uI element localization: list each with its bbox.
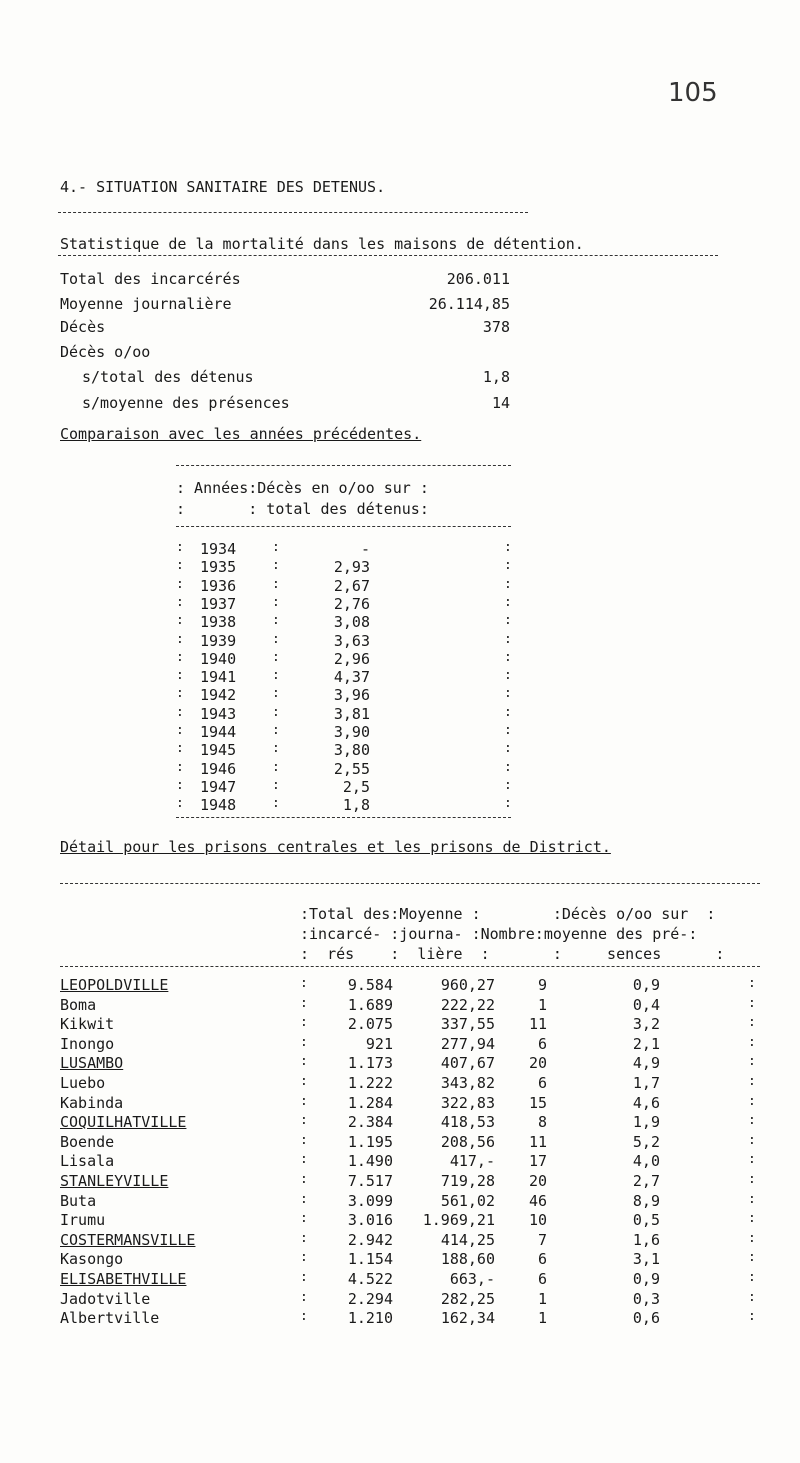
moyenne-cell: 414,25 [440, 1231, 495, 1249]
total-cell: 1.284 [347, 1094, 393, 1112]
year-cell: 1940 [200, 650, 237, 668]
column-separator: : [748, 1113, 756, 1128]
total-cell: 2.942 [347, 1231, 393, 1249]
summary-value: 14 [491, 394, 510, 412]
column-separator: : [272, 760, 280, 775]
column-separator: : [272, 668, 280, 683]
column-separator: : [300, 1094, 308, 1109]
prison-name: Inongo [60, 1035, 115, 1053]
deces-cell: 0,5 [632, 1211, 660, 1229]
summary-label: Décès o/oo [60, 343, 151, 361]
column-separator: : [748, 1172, 756, 1187]
nombre-cell: 46 [528, 1192, 547, 1210]
column-separator: : [272, 741, 280, 756]
year-cell: 1934 [200, 540, 237, 558]
prison-name: Jadotville [60, 1290, 151, 1308]
detail-header-line1: :Total des:Moyenne : :Décès o/oo sur : [300, 905, 716, 923]
year-cell: 1942 [200, 686, 237, 704]
prison-name: Kasongo [60, 1250, 124, 1268]
deces-cell: 4,0 [632, 1152, 660, 1170]
year-cell: 1937 [200, 595, 237, 613]
deces-cell: 3,2 [632, 1015, 660, 1033]
total-cell: 2.294 [347, 1290, 393, 1308]
moyenne-cell: 663,- [449, 1270, 495, 1288]
column-separator: : [272, 558, 280, 573]
total-cell: 3.016 [347, 1211, 393, 1229]
deces-cell: 3,96 [333, 686, 370, 704]
deces-cell: 0,6 [632, 1309, 660, 1327]
nombre-cell: 20 [528, 1054, 547, 1072]
moyenne-cell: 322,83 [440, 1094, 495, 1112]
divider [58, 255, 718, 256]
column-separator: : [272, 723, 280, 738]
summary-label: s/total des détenus [82, 368, 254, 386]
prison-name: COQUILHATVILLE [60, 1113, 187, 1131]
total-cell: 2.075 [347, 1015, 393, 1033]
prison-name: Kabinda [60, 1094, 124, 1112]
column-separator: : [272, 595, 280, 610]
prison-name: ELISABETHVILLE [60, 1270, 187, 1288]
summary-value: 26.114,85 [428, 295, 510, 313]
column-separator: : [504, 778, 512, 793]
year-cell: 1945 [200, 741, 237, 759]
total-cell: 1.689 [347, 996, 393, 1014]
nombre-cell: 8 [537, 1113, 547, 1131]
column-separator: : [272, 540, 280, 555]
moyenne-cell: 407,67 [440, 1054, 495, 1072]
column-separator: : [504, 741, 512, 756]
nombre-cell: 1 [537, 1309, 547, 1327]
deces-cell: 0,9 [632, 1270, 660, 1288]
table-header-rule [60, 966, 760, 967]
deces-cell: 1,8 [342, 796, 370, 814]
total-cell: 1.173 [347, 1054, 393, 1072]
column-separator: : [300, 1152, 308, 1167]
column-separator: : [272, 613, 280, 628]
column-separator: : [748, 1094, 756, 1109]
prison-name: LUSAMBO [60, 1054, 124, 1072]
deces-cell: 0,4 [632, 996, 660, 1014]
deces-cell: 2,96 [333, 650, 370, 668]
column-separator: : [748, 1152, 756, 1167]
column-separator: : [748, 996, 756, 1011]
total-cell: 7.517 [347, 1172, 393, 1190]
prison-name: Irumu [60, 1211, 106, 1229]
column-separator: : [272, 796, 280, 811]
prison-name: Buta [60, 1192, 97, 1210]
deces-cell: 3,08 [333, 613, 370, 631]
column-separator: : [504, 613, 512, 628]
column-separator: : [300, 1211, 308, 1226]
detail-title: Détail pour les prisons centrales et les prisons de District. [60, 838, 611, 856]
moyenne-cell: 188,60 [440, 1250, 495, 1268]
deces-cell: 3,90 [333, 723, 370, 741]
total-cell: 1.490 [347, 1152, 393, 1170]
column-separator: : [176, 632, 184, 647]
column-separator: : [748, 1231, 756, 1246]
deces-cell: 1,7 [632, 1074, 660, 1092]
column-separator: : [300, 1054, 308, 1069]
deces-cell: 1,6 [632, 1231, 660, 1249]
table-header-rule [176, 526, 511, 527]
deces-cell: 8,9 [632, 1192, 660, 1210]
column-separator: : [176, 686, 184, 701]
column-separator: : [504, 705, 512, 720]
deces-cell: 5,2 [632, 1133, 660, 1151]
prison-name: Lisala [60, 1152, 115, 1170]
deces-cell: 0,3 [632, 1290, 660, 1308]
summary-label: Moyenne journalière [60, 295, 232, 313]
column-separator: : [176, 650, 184, 665]
column-separator: : [504, 650, 512, 665]
column-separator: : [176, 796, 184, 811]
nombre-cell: 20 [528, 1172, 547, 1190]
column-separator: : [300, 996, 308, 1011]
column-separator: : [272, 650, 280, 665]
nombre-cell: 11 [528, 1133, 547, 1151]
column-separator: : [300, 1113, 308, 1128]
column-separator: : [504, 558, 512, 573]
column-separator: : [504, 577, 512, 592]
column-separator: : [300, 1309, 308, 1324]
moyenne-cell: 162,34 [440, 1309, 495, 1327]
summary-value: 206.011 [446, 270, 510, 288]
table-bottom-rule [176, 817, 511, 818]
column-separator: : [176, 613, 184, 628]
deces-cell: 2,67 [333, 577, 370, 595]
deces-cell: 4,9 [632, 1054, 660, 1072]
total-cell: 1.210 [347, 1309, 393, 1327]
column-separator: : [504, 686, 512, 701]
year-cell: 1935 [200, 558, 237, 576]
deces-cell: 3,1 [632, 1250, 660, 1268]
column-separator: : [272, 778, 280, 793]
column-separator: : [272, 705, 280, 720]
deces-cell: 2,76 [333, 595, 370, 613]
column-separator: : [176, 778, 184, 793]
year-cell: 1946 [200, 760, 237, 778]
column-separator: : [504, 668, 512, 683]
moyenne-cell: 282,25 [440, 1290, 495, 1308]
page-number: 105 [668, 78, 718, 108]
year-cell: 1939 [200, 632, 237, 650]
year-cell: 1936 [200, 577, 237, 595]
moyenne-cell: 337,55 [440, 1015, 495, 1033]
summary-value: 378 [482, 318, 510, 336]
column-separator: : [300, 1270, 308, 1285]
prison-name: LEOPOLDVILLE [60, 976, 169, 994]
deces-cell: 3,63 [333, 632, 370, 650]
moyenne-cell: 277,94 [440, 1035, 495, 1053]
year-cell: 1941 [200, 668, 237, 686]
summary-label: Total des incarcérés [60, 270, 241, 288]
column-separator: : [748, 1133, 756, 1148]
column-separator: : [176, 723, 184, 738]
nombre-cell: 15 [528, 1094, 547, 1112]
deces-cell: 3,80 [333, 741, 370, 759]
nombre-cell: 17 [528, 1152, 547, 1170]
section-title: 4.- SITUATION SANITAIRE DES DETENUS. [60, 178, 386, 196]
divider [58, 212, 528, 213]
column-separator: : [272, 686, 280, 701]
column-separator: : [504, 760, 512, 775]
moyenne-cell: 418,53 [440, 1113, 495, 1131]
column-separator: : [748, 1309, 756, 1324]
prison-name: COSTERMANSVILLE [60, 1231, 196, 1249]
moyenne-cell: 417,- [449, 1152, 495, 1170]
column-separator: : [176, 540, 184, 555]
column-separator: : [748, 1250, 756, 1265]
summary-label: Décès [60, 318, 106, 336]
nombre-cell: 6 [537, 1035, 547, 1053]
nombre-cell: 1 [537, 1290, 547, 1308]
deces-cell: 2,7 [632, 1172, 660, 1190]
deces-cell: 3,81 [333, 705, 370, 723]
column-separator: : [176, 595, 184, 610]
column-separator: : [504, 595, 512, 610]
total-cell: 1.195 [347, 1133, 393, 1151]
column-separator: : [504, 723, 512, 738]
prison-name: Kikwit [60, 1015, 115, 1033]
column-separator: : [176, 668, 184, 683]
column-separator: : [504, 540, 512, 555]
total-cell: 1.222 [347, 1074, 393, 1092]
column-separator: : [748, 1074, 756, 1089]
detail-header-line3: : rés : lière : : sences : [300, 945, 725, 963]
column-separator: : [504, 632, 512, 647]
summary-label: s/moyenne des présences [82, 394, 290, 412]
column-separator: : [748, 1290, 756, 1305]
column-separator: : [300, 1172, 308, 1187]
column-separator: : [748, 1270, 756, 1285]
column-separator: : [300, 976, 308, 991]
column-separator: : [748, 1211, 756, 1226]
year-cell: 1938 [200, 613, 237, 631]
column-separator: : [748, 976, 756, 991]
stats-title: Statistique de la mortalité dans les maisons de détention. [60, 235, 584, 253]
moyenne-cell: 343,82 [440, 1074, 495, 1092]
moyenne-cell: 222,22 [440, 996, 495, 1014]
column-separator: : [300, 1015, 308, 1030]
column-separator: : [748, 1035, 756, 1050]
comparison-title: Comparaison avec les années précédentes. [60, 425, 422, 443]
column-separator: : [300, 1035, 308, 1050]
year-cell: 1947 [200, 778, 237, 796]
total-cell: 4.522 [347, 1270, 393, 1288]
nombre-cell: 6 [537, 1250, 547, 1268]
nombre-cell: 6 [537, 1270, 547, 1288]
column-separator: : [272, 577, 280, 592]
total-cell: 2.384 [347, 1113, 393, 1131]
deces-cell: 4,6 [632, 1094, 660, 1112]
table-top-rule [60, 883, 760, 884]
column-separator: : [272, 632, 280, 647]
column-separator: : [300, 1074, 308, 1089]
summary-value: 1,8 [482, 368, 510, 386]
nombre-cell: 9 [537, 976, 547, 994]
column-separator: : [300, 1133, 308, 1148]
nombre-cell: 7 [537, 1231, 547, 1249]
deces-cell: 2,1 [632, 1035, 660, 1053]
comparison-header-line1: : Années:Décès en o/oo sur : [176, 479, 429, 497]
moyenne-cell: 561,02 [440, 1192, 495, 1210]
year-cell: 1948 [200, 796, 237, 814]
prison-name: Boende [60, 1133, 115, 1151]
moyenne-cell: 719,28 [440, 1172, 495, 1190]
moyenne-cell: 208,56 [440, 1133, 495, 1151]
column-separator: : [176, 741, 184, 756]
column-separator: : [300, 1290, 308, 1305]
column-separator: : [748, 1192, 756, 1207]
deces-cell: - [360, 540, 370, 558]
column-separator: : [176, 577, 184, 592]
comparison-header-line2: : : total des détenus: [176, 500, 429, 518]
year-cell: 1944 [200, 723, 237, 741]
nombre-cell: 1 [537, 996, 547, 1014]
nombre-cell: 6 [537, 1074, 547, 1092]
deces-cell: 1,9 [632, 1113, 660, 1131]
moyenne-cell: 960,27 [440, 976, 495, 994]
deces-cell: 2,55 [333, 760, 370, 778]
column-separator: : [504, 796, 512, 811]
total-cell: 921 [365, 1035, 393, 1053]
nombre-cell: 10 [528, 1211, 547, 1229]
column-separator: : [748, 1054, 756, 1069]
deces-cell: 0,9 [632, 976, 660, 994]
year-cell: 1943 [200, 705, 237, 723]
detail-header-line2: :incarcé- :journa- :Nombre:moyenne des pré-: [300, 925, 698, 943]
column-separator: : [176, 558, 184, 573]
prison-name: STANLEYVILLE [60, 1172, 169, 1190]
column-separator: : [300, 1192, 308, 1207]
total-cell: 1.154 [347, 1250, 393, 1268]
deces-cell: 2,93 [333, 558, 370, 576]
table-top-rule [176, 465, 511, 466]
column-separator: : [176, 760, 184, 775]
total-cell: 9.584 [347, 976, 393, 994]
moyenne-cell: 1.969,21 [422, 1211, 495, 1229]
prison-name: Albertville [60, 1309, 160, 1327]
column-separator: : [748, 1015, 756, 1030]
column-separator: : [176, 705, 184, 720]
column-separator: : [300, 1250, 308, 1265]
prison-name: Luebo [60, 1074, 106, 1092]
deces-cell: 2,5 [342, 778, 370, 796]
deces-cell: 4,37 [333, 668, 370, 686]
column-separator: : [300, 1231, 308, 1246]
total-cell: 3.099 [347, 1192, 393, 1210]
nombre-cell: 11 [528, 1015, 547, 1033]
prison-name: Boma [60, 996, 97, 1014]
